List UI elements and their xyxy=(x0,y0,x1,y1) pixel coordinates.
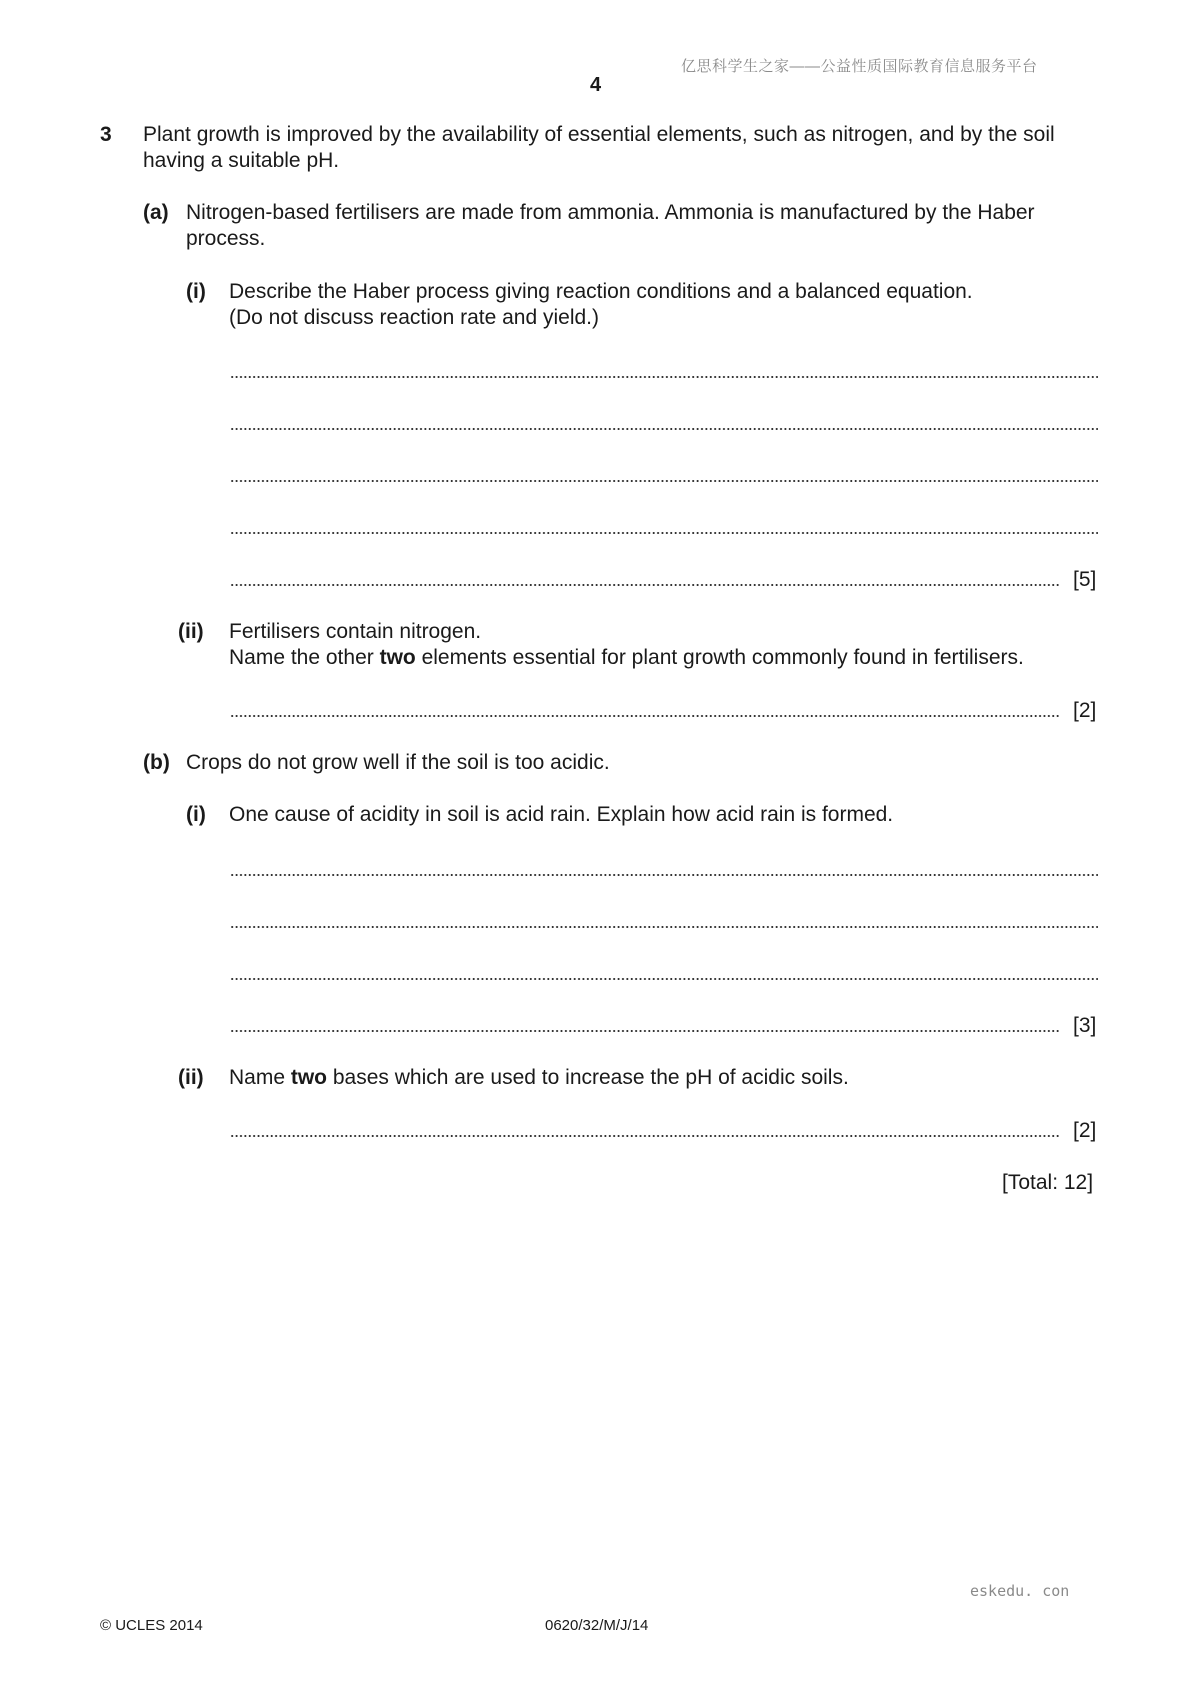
part-a-label: (a) xyxy=(143,201,169,224)
footer-code: 0620/32/M/J/14 xyxy=(545,1617,649,1634)
answer-line[interactable] xyxy=(230,531,1098,535)
part-b-i-line1: One cause of acidity in soil is acid rain. Explain how acid rain is formed. xyxy=(229,803,894,826)
question-number: 3 xyxy=(100,123,112,146)
part-a-i-label: (i) xyxy=(186,280,206,303)
answer-line[interactable] xyxy=(230,873,1098,877)
footer-watermark: eskedu. con xyxy=(970,1582,1070,1600)
part-a-i-line1: Describe the Haber process giving reaction conditions and a balanced equation. xyxy=(229,280,973,303)
question-intro-line1: Plant growth is improved by the availability of essential elements, such as nitrogen, and by the soil xyxy=(143,123,1055,146)
part-b-label: (b) xyxy=(143,751,170,774)
total-marks: [Total: 12] xyxy=(1002,1171,1094,1194)
page-number: 4 xyxy=(590,74,602,96)
part-b-line1: Crops do not grow well if the soil is too acidic. xyxy=(186,751,610,774)
answer-line[interactable] xyxy=(230,479,1098,483)
marks-a-i: [5] xyxy=(1073,568,1097,591)
answer-line[interactable] xyxy=(230,1134,1060,1138)
marks-b-i: [3] xyxy=(1073,1014,1097,1037)
question-intro-line2: having a suitable pH. xyxy=(143,149,340,172)
marks-b-ii: [2] xyxy=(1073,1119,1097,1142)
header-watermark: 亿思科学生之家——公益性质国际教育信息服务平台 xyxy=(681,58,1038,75)
answer-line[interactable] xyxy=(230,583,1060,587)
part-a-ii-line1: Fertilisers contain nitrogen. xyxy=(229,620,482,643)
answer-line[interactable] xyxy=(230,375,1098,379)
part-a-ii-label: (ii) xyxy=(178,620,204,643)
part-a-i-line2: (Do not discuss reaction rate and yield.) xyxy=(229,306,600,329)
footer-copyright: © UCLES 2014 xyxy=(100,1617,203,1634)
part-b-ii-line: Name two bases which are used to increase the pH of acidic soils. xyxy=(229,1066,849,1089)
answer-line[interactable] xyxy=(230,925,1098,929)
part-a-line2: process. xyxy=(186,227,266,250)
part-b-ii-label: (ii) xyxy=(178,1066,204,1089)
part-a-ii-line2: Name the other two elements essential for plant growth commonly found in fertilisers. xyxy=(229,646,1024,669)
part-a-line1: Nitrogen-based fertilisers are made from ammonia. Ammonia is manufactured by the Haber xyxy=(186,201,1035,224)
answer-line[interactable] xyxy=(230,427,1098,431)
answer-line[interactable] xyxy=(230,714,1060,718)
answer-line[interactable] xyxy=(230,977,1098,981)
marks-a-ii: [2] xyxy=(1073,699,1097,722)
part-b-i-label: (i) xyxy=(186,803,206,826)
answer-line[interactable] xyxy=(230,1029,1060,1033)
